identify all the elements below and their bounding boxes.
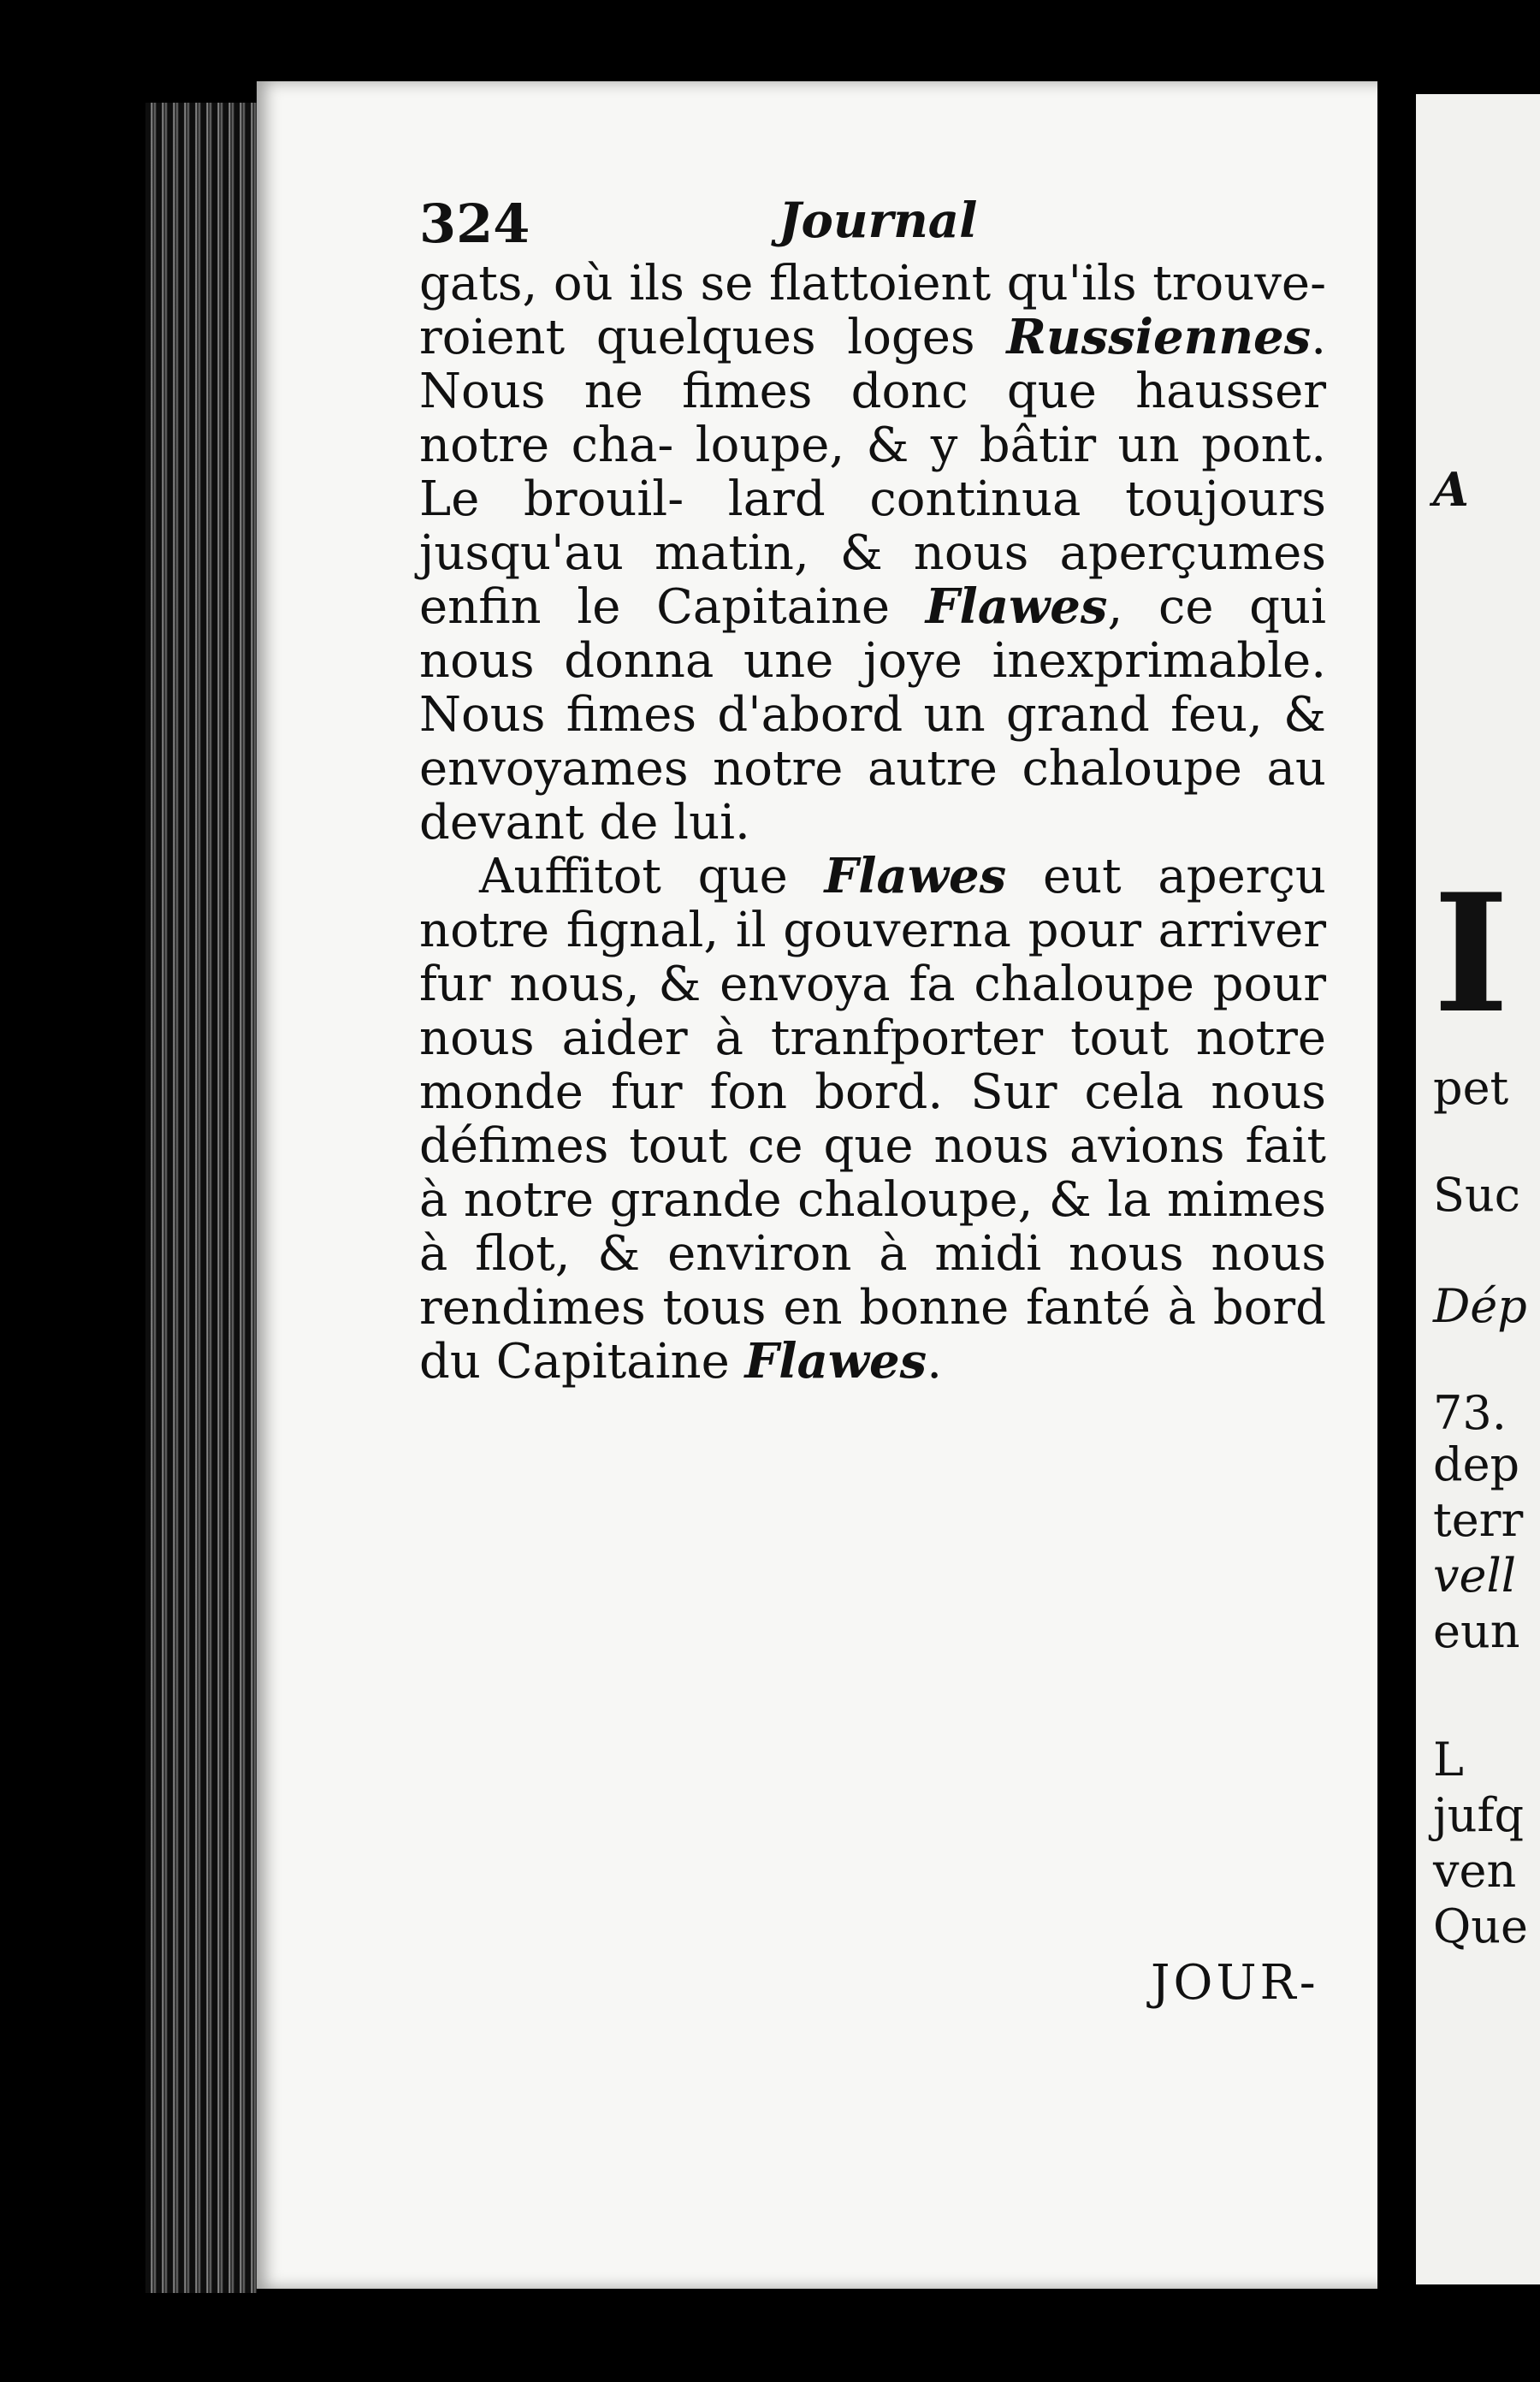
text-line: roient quelques loges: [419, 310, 1007, 365]
text-line: fignal, il gouverna pour arriver fur: [419, 903, 1326, 1012]
text-line: eut aperçu notre: [419, 849, 1326, 958]
italic-word: Flawes: [824, 848, 1007, 904]
text-line: , ce qui nous donna une joye: [419, 579, 1326, 689]
right-fragment: ven: [1433, 1844, 1517, 1898]
text-line: grande chaloupe, & la mimes à flot, &: [419, 1172, 1326, 1282]
text-line: loupe, & y bâtir un pont. Le brouil-: [419, 418, 1326, 527]
text-line: en bonne fanté à bord du Capitaine: [419, 1280, 1326, 1390]
right-drop-cap: I: [1433, 858, 1509, 1049]
left-page: [257, 81, 1386, 2289]
right-fragment: pet: [1433, 1061, 1509, 1115]
text-line: .: [927, 1334, 943, 1390]
right-fragment: dep: [1433, 1437, 1520, 1491]
text-line: tout ce que nous avions fait à notre: [419, 1118, 1326, 1228]
text-line: . Nous: [419, 310, 1326, 419]
text-line: ne fimes donc que hausser notre cha-: [419, 364, 1326, 473]
right-fragment: Suc: [1433, 1168, 1521, 1222]
running-head: Journal: [779, 193, 978, 249]
right-fragment: Dép: [1433, 1279, 1527, 1333]
text-line: gats, où ils se flattoient qu'ils trouve-: [419, 256, 1326, 311]
text-line: nous, & envoya fa chaloupe pour nous: [419, 957, 1327, 1066]
text-line: aider à tranfporter tout notre monde: [419, 1010, 1327, 1120]
text-line: lard continua toujours jusqu'au matin,: [419, 471, 1326, 581]
right-fragment: 73.: [1433, 1386, 1507, 1440]
right-fragment: eun: [1433, 1604, 1520, 1658]
italic-word: Flawes: [744, 1333, 927, 1390]
right-page-fragment: [1416, 94, 1540, 2284]
text-line: chaloupe au devant de lui.: [419, 741, 1326, 850]
right-fragment: Que: [1433, 1899, 1529, 1953]
right-fragment: L: [1433, 1733, 1464, 1786]
text-line: environ à midi nous nous rendimes tous: [419, 1226, 1326, 1336]
paragraph-2: [419, 850, 1326, 1389]
text-line: Auffitot que: [479, 849, 825, 904]
text-line: & nous aperçumes enfin le Capitaine: [419, 525, 1326, 635]
paragraph-1: [419, 257, 1326, 850]
italic-word: Flawes: [925, 578, 1108, 635]
text-line: fur fon bord. Sur cela nous défimes: [419, 1064, 1327, 1174]
italic-word: Russiennes: [1006, 309, 1312, 365]
right-fragment: jufq: [1433, 1788, 1525, 1842]
text-line: inexprimable. Nous fimes d'abord un: [419, 633, 1326, 743]
book-page-edges: [145, 103, 257, 2293]
catchword: JOUR-: [1151, 1955, 1319, 2011]
page-number: 324: [419, 193, 530, 255]
text-line: grand feu, & envoyames notre autre: [419, 687, 1326, 797]
right-fragment: terr: [1433, 1493, 1524, 1547]
body-text: [419, 257, 1326, 1389]
right-fragment: vell: [1433, 1549, 1517, 1603]
book-gutter: [1377, 68, 1420, 2336]
right-fragment: A: [1433, 462, 1469, 517]
